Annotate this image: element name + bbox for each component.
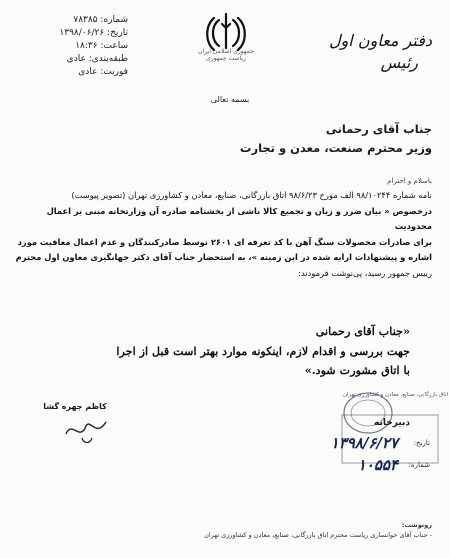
copies-line: - جناب آقای خوانساری ریاست محترم اتاق بازرگانی، صنایع، معادن و کشاورزی تهران [204,531,432,539]
bismillah: بسمه تعالی [210,95,250,104]
secretariat-number-row: شماره: ۱۰۵۵۴ [357,456,430,474]
greeting: باسلام و احترام [387,177,432,185]
instruction-line: جهت بررسی و اقدام لازم، اینکونه موارد بهتر است قبل از اجرا [116,343,410,358]
secretariat-title: دبیرخانه [374,418,410,428]
signatory-name: کاظم چهره گشا [43,402,107,411]
emblem-caption: جمهوری اسلامی ایران ریاست جمهوری [198,48,254,62]
addressee-title: وزیر محترم صنعت، معدن و تجارت [239,141,432,155]
stamp-text: اتاق بازرگانی، صنایع، معادن و کشاورزی تهران [343,392,448,398]
body-line: رییس جمهور رسید، پی‌نوشت فرمودند: [298,267,432,278]
meta-number: شماره: ۷۸۳۸۵ [73,15,128,25]
body-line: برای صادرات محصولات سنگ آهن با کد تعرفه ای ۲۶۰۱ توسط صادرکنندگان و عدم اعمال معافیت مورد [17,236,432,247]
copies [2,520,432,540]
instruction-line: «جناب آقای رحمانی [315,324,410,338]
vp-instruction [10,322,410,381]
body-line: نامه شماره ۹۸/۱۰۲۴۴ الف مورخ ۹۸/۶/۲۳ اتاق بازرگانی، صنایع، معادن و کشاورزی تهران (تصویر پیوست) [71,190,432,200]
secretariat-number: ۱۰۵۵۴ [357,456,398,474]
meta-time: ساعت: ۱۸:۳۶ [75,41,128,51]
meta-date: تاریخ: ۱۳۹۸/۰۶/۲۶ [59,28,128,38]
addressee-name: جناب آقای رحمانی [325,122,432,136]
copies-heading: رونوشت: [401,521,432,529]
letter-meta [58,14,128,79]
addressee [132,120,432,158]
office-subtitle: رئیس [380,53,418,72]
body-line: درخصوص « بیان ضرر و زیان و تجمیع کالا ناشی از بخشنامه صادره آن وزارتخانه مبنی بر اعمال محدودیت [46,205,432,232]
meta-classification: طبقه‌بندی: عادی [66,54,128,64]
secretariat-date-row: تاریخ: ۱۳۹۸/۶/۲۷ [330,434,430,452]
body-line: اشاره و پیشنهادات ارایه شده در این زمینه »، به استحضار جناب آقای دکتر جهانگیری معاون اول محترم [15,252,432,263]
letter-body [12,188,432,282]
meta-priority: فوریت: عادی [78,67,128,77]
instruction-line: با اتاق مشورت شود.» [304,363,410,377]
secretariat-block [300,418,430,476]
signature-icon [62,412,110,446]
office-title: دفتر معاون اول رئیس [312,30,432,74]
secretariat-date: ۱۳۹۸/۶/۲۷ [330,434,398,452]
